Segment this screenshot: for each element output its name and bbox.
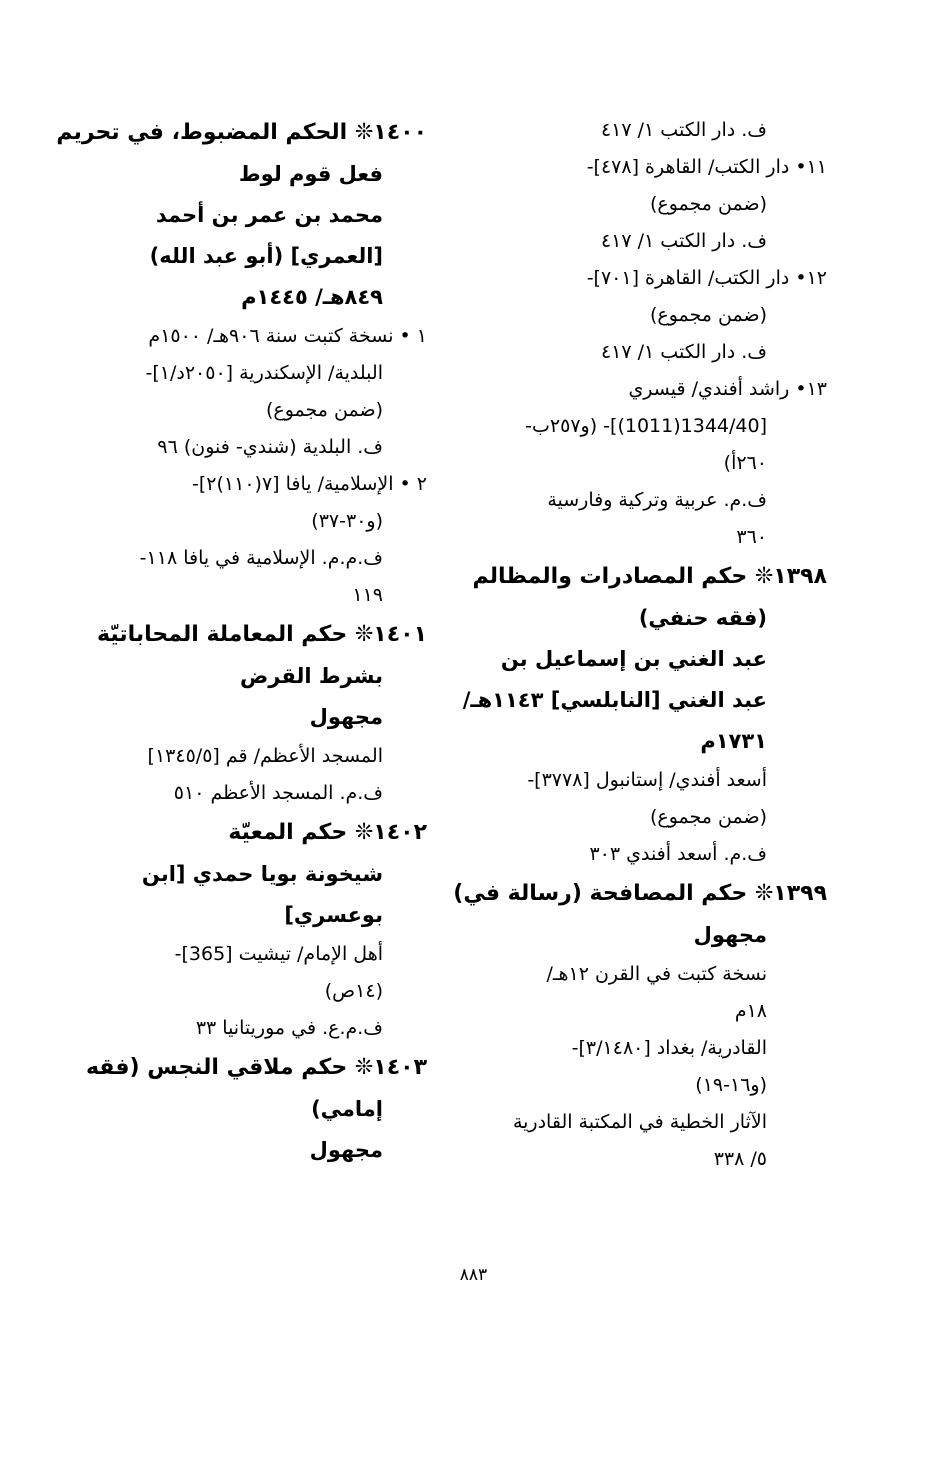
- right-column-line: ١٣• راشد أفندي/ قيسري: [628, 378, 827, 400]
- right-column-line: ١٣٩٨❊ حكم المصادرات والمظالم: [472, 564, 827, 589]
- right-column-line: الآثار الخطية في المكتبة القادرية: [512, 1111, 767, 1133]
- right-column-line: (فقه حنفي): [638, 606, 767, 630]
- left-column-line: ١ • نسخة كتبت سنة ٩٠٦هـ/ ١٥٠٠م: [148, 325, 427, 347]
- right-column-line: ف. دار الكتب ١/ ٤١٧: [600, 341, 767, 363]
- left-column-line: أهل الإمام/ تيشيت [365]-: [174, 943, 383, 965]
- left-column: [56, 112, 427, 1171]
- right-column: [453, 112, 827, 1178]
- left-column-line: المسجد الأعظم/ قم [١٣٤٥/٥]: [147, 745, 383, 767]
- left-column-line: ف.م.ع. في موريتانيا ٣٣: [195, 1017, 383, 1039]
- right-column-line: (ضمن مجموع): [649, 193, 767, 215]
- left-column-line: البلدية/ الإسكندرية [٢٠٥٠د/١]-: [145, 362, 383, 384]
- page-number: ٨٨٣: [459, 1265, 488, 1285]
- left-column-line: ف. البلدية (شندي- فنون) ٩٦: [157, 436, 383, 458]
- right-column-line: (ضمن مجموع): [649, 806, 767, 828]
- right-column-line: القادرية/ بغداد [٣/١٤٨٠]-: [571, 1037, 767, 1059]
- left-column-line: (و٣٠-٣٧): [311, 510, 383, 532]
- left-column-line: [العمري] (أبو عبد الله): [149, 244, 383, 268]
- right-column-line: أسعد أفندي/ إستانبول [٣٧٧٨]-: [527, 769, 767, 791]
- left-column-line: ١٤٠٣❊ حكم ملاقي النجس (فقه: [85, 1055, 427, 1080]
- right-column-line: [1344/40(1011)]- (و٢٥٧ب-: [525, 415, 767, 437]
- right-column-line: ١٣٩٩❊ حكم المصافحة (رسالة في): [453, 881, 827, 906]
- left-column-line: ف.م. المسجد الأعظم ٥١٠: [173, 782, 383, 804]
- left-column-line: ٢ • الإسلامية/ يافا [٧(١١٠)٢]-: [191, 473, 427, 495]
- right-column-line: نسخة كتبت في القرن ١٢هـ/: [546, 963, 767, 985]
- left-column-line: (١٤ص): [324, 980, 383, 1002]
- right-column-line: ١٧٣١م: [700, 729, 767, 753]
- left-column-line: ٨٤٩هـ/ ١٤٤٥م: [241, 285, 383, 309]
- right-column-line: ف. دار الكتب ١/ ٤١٧: [600, 230, 767, 252]
- left-column-line: ١٤٠٠❊ الحكم المضبوط، في تحريم: [56, 120, 427, 145]
- left-column-line: (ضمن مجموع): [265, 399, 383, 421]
- left-column-line: ف.م.م. الإسلامية في يافا ١١٨-: [139, 547, 383, 569]
- right-column-line: ١٨م: [734, 1000, 767, 1022]
- right-column-line: عبد الغني [النابلسي] ١١٤٣هـ/: [462, 688, 767, 712]
- left-column-line: فعل قوم لوط: [238, 162, 383, 186]
- left-column-line: شيخونة بويا حمدي [ابن: [141, 862, 383, 886]
- left-column-line: ١٤٠٢❊ حكم المعيّة: [228, 820, 427, 845]
- left-column-line: بشرط القرض: [240, 664, 383, 688]
- right-column-line: ف. دار الكتب ١/ ٤١٧: [600, 119, 767, 141]
- left-column-line: ١٤٠١❊ حكم المعاملة المحاباتيّة: [97, 622, 427, 647]
- left-column-line: محمد بن عمر بن أحمد: [155, 203, 383, 227]
- right-column-line: مجهول: [693, 923, 767, 947]
- right-column-line: ٢٦٠أ): [723, 452, 767, 474]
- right-column-line: ف.م. أسعد أفندي ٣٠٣: [589, 843, 767, 865]
- right-column-line: (ضمن مجموع): [649, 304, 767, 326]
- right-column-line: ف.م. عربية وتركية وفارسية: [547, 489, 767, 511]
- right-column-line: ١١• دار الكتب/ القاهرة [٤٧٨]-: [586, 156, 827, 178]
- right-column-line: ٣٦٠: [736, 526, 767, 548]
- right-column-line: (و١٦-١٩): [695, 1074, 767, 1096]
- right-column-line: ١٢• دار الكتب/ القاهرة [٧٠١]-: [586, 267, 827, 289]
- left-column-line: مجهول: [309, 1138, 383, 1162]
- left-column-line: ١١٩: [352, 584, 383, 606]
- right-column-line: عبد الغني بن إسماعيل بن: [500, 647, 767, 671]
- left-column-line: بوعسري]: [284, 903, 383, 927]
- left-column-line: إمامي): [311, 1097, 383, 1121]
- left-column-line: مجهول: [309, 705, 383, 729]
- right-column-line: ٥/ ٣٣٨: [713, 1148, 767, 1170]
